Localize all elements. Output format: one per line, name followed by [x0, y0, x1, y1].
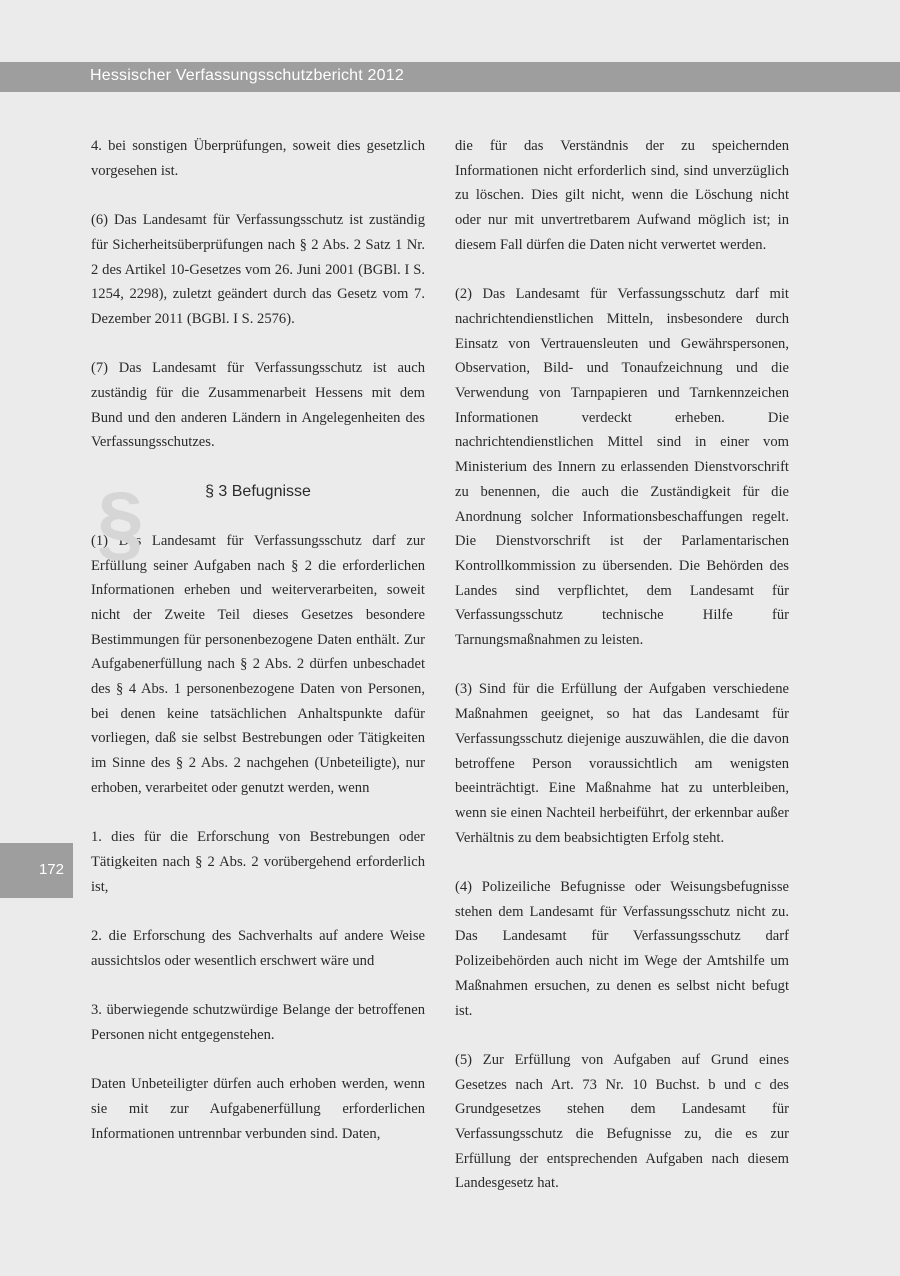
section-paragraph-3: (3) Sind für die Erfüllung der Aufgaben verschiedene Maßnahmen geeignet, so hat das Landesamt für Verfassungsschutz diejenige auszuwählen, die die davon betroffene Person voraussichtlich am wenigsten beeinträchtigt. Eine Maßnahme hat zu unterbleiben, wenn sie einen Nachteil herbeiführt, der erkennbar außer Verhältnis zu dem beabsichtigten Erfolg steht.	[455, 681, 789, 846]
section-heading	[91, 474, 425, 569]
paragraph-6: (6) Das Landesamt für Verfassungsschutz ist zuständig für Sicherheitsüberprüfungen nach § 2 Abs. 2 Satz 1 Nr. 2 des Artikel 10-Gesetzes vom 26. Juni 2001 (BGBl. I S. 1254, 2298), zuletzt geändert durch das Gesetz vom 7. Dezember 2011 (BGBl. I S. 2576).	[91, 212, 425, 327]
page-number: 172	[38, 861, 64, 878]
left-column	[91, 134, 425, 1171]
section-symbol-graphic: §	[97, 474, 144, 569]
paragraph-item-4: 4. bei sonstigen Überprüfungen, soweit dies gesetzlich vorgesehen ist.	[91, 138, 425, 179]
list-item-1: 1. dies für die Erforschung von Bestrebungen oder Tätigkeiten nach § 2 Abs. 2 vorübergehend erforderlich ist,	[91, 829, 425, 895]
page-number-tab	[0, 843, 73, 898]
section-title: § 3 Befugnisse	[205, 482, 311, 500]
header-bar	[0, 62, 900, 92]
paragraph-unbeteiligte: Daten Unbeteiligter dürfen auch erhoben werden, wenn sie mit zur Aufgabenerfüllung erforderlichen Informationen untrennbar verbunden sind. Daten,	[91, 1076, 425, 1142]
section-paragraph-5: (5) Zur Erfüllung von Aufgaben auf Grund eines Gesetzes nach Art. 73 Nr. 10 Buchst. b und c des Grundgesetzes stehen dem Landesamt für Verfassungsschutz die Befugnisse zu, die es zur Erfüllung der entsprechenden Aufgaben nach diesem Landesgesetz hat.	[455, 1051, 789, 1192]
paragraph-7: (7) Das Landesamt für Verfassungsschutz ist auch zuständig für die Zusammenarbeit Hessens mit dem Bund und den anderen Ländern in Angelegenheiten des Verfassungsschutzes.	[91, 360, 425, 451]
right-column	[455, 134, 789, 1221]
section-paragraph-2: (2) Das Landesamt für Verfassungsschutz darf mit nachrichtendienstlichen Mitteln, insbesondere durch Einsatz von Vertrauensleuten und Gewährspersonen, Observation, Bild- und Tonaufzeichnung und die Verwendung von Tarnpapieren und Tarnkennzeichen Informationen verdeckt erheben. Die nachrichtendienstlichen Mittel sind in einer vom Ministerium des Innern zu erlassenden Dienstvorschrift zu benennen, die auch die Zuständigkeit für die Anordnung solcher Informationsbeschaffungen regelt. Die Dienstvorschrift ist der Parlamentarischen Kontrollkommission zu übersenden. Die Behörden des Landes sind verpflichtet, dem Landesamt für Verfassungsschutz technische Hilfe für Tarnungsmaßnahmen zu leisten.	[455, 286, 789, 649]
section-paragraph-1: (1) Das Landesamt für Verfassungsschutz darf zur Erfüllung seiner Aufgaben nach § 2 die erforderlichen Informationen erheben und weiterverarbeiten, soweit nicht der Zweite Teil dieses Gesetzes besondere Bestimmungen für personenbezogene Daten enthält. Zur Aufgabenerfüllung nach § 2 Abs. 2 dürfen unbeschadet des § 4 Abs. 1 personenbezogene Daten von Personen, bei denen keine tatsächlichen Anhaltspunkte dafür vorliegen, daß sie selbst Bestrebungen oder Tätigkeiten im Sinne des § 2 Abs. 2 nachgehen (Unbeteiligte), nur erhoben, verarbeitet oder genutzt werden, wenn	[91, 532, 425, 796]
section-paragraph-4: (4) Polizeiliche Befugnisse oder Weisungsbefugnisse stehen dem Landesamt für Verfassungsschutz nicht zu. Das Landesamt für Verfassungsschutz darf Polizeibehörden auch nicht im Wege der Amtshilfe um Maßnahmen ersuchen, zu denen es selbst nicht befugt ist.	[455, 879, 789, 1019]
list-item-3: 3. überwiegende schutzwürdige Belange der betroffenen Personen nicht entgegenstehen.	[91, 1002, 425, 1043]
paragraph-continuation: die für das Verständnis der zu speichernden Informationen nicht erforderlich sind, sind unverzüglich zu löschen. Dies gilt nicht, wenn die Löschung nicht oder nur mit unvertretbarem Aufwand möglich ist; in diesem Fall dürfen die Daten nicht verwertet werden.	[455, 138, 789, 253]
section-3	[91, 474, 425, 801]
list-item-2: 2. die Erforschung des Sachverhalts auf andere Weise aussichtslos oder wesentlich erschwert wäre und	[91, 928, 425, 969]
header-title: Hessischer Verfassungsschutzbericht 2012	[90, 67, 404, 84]
